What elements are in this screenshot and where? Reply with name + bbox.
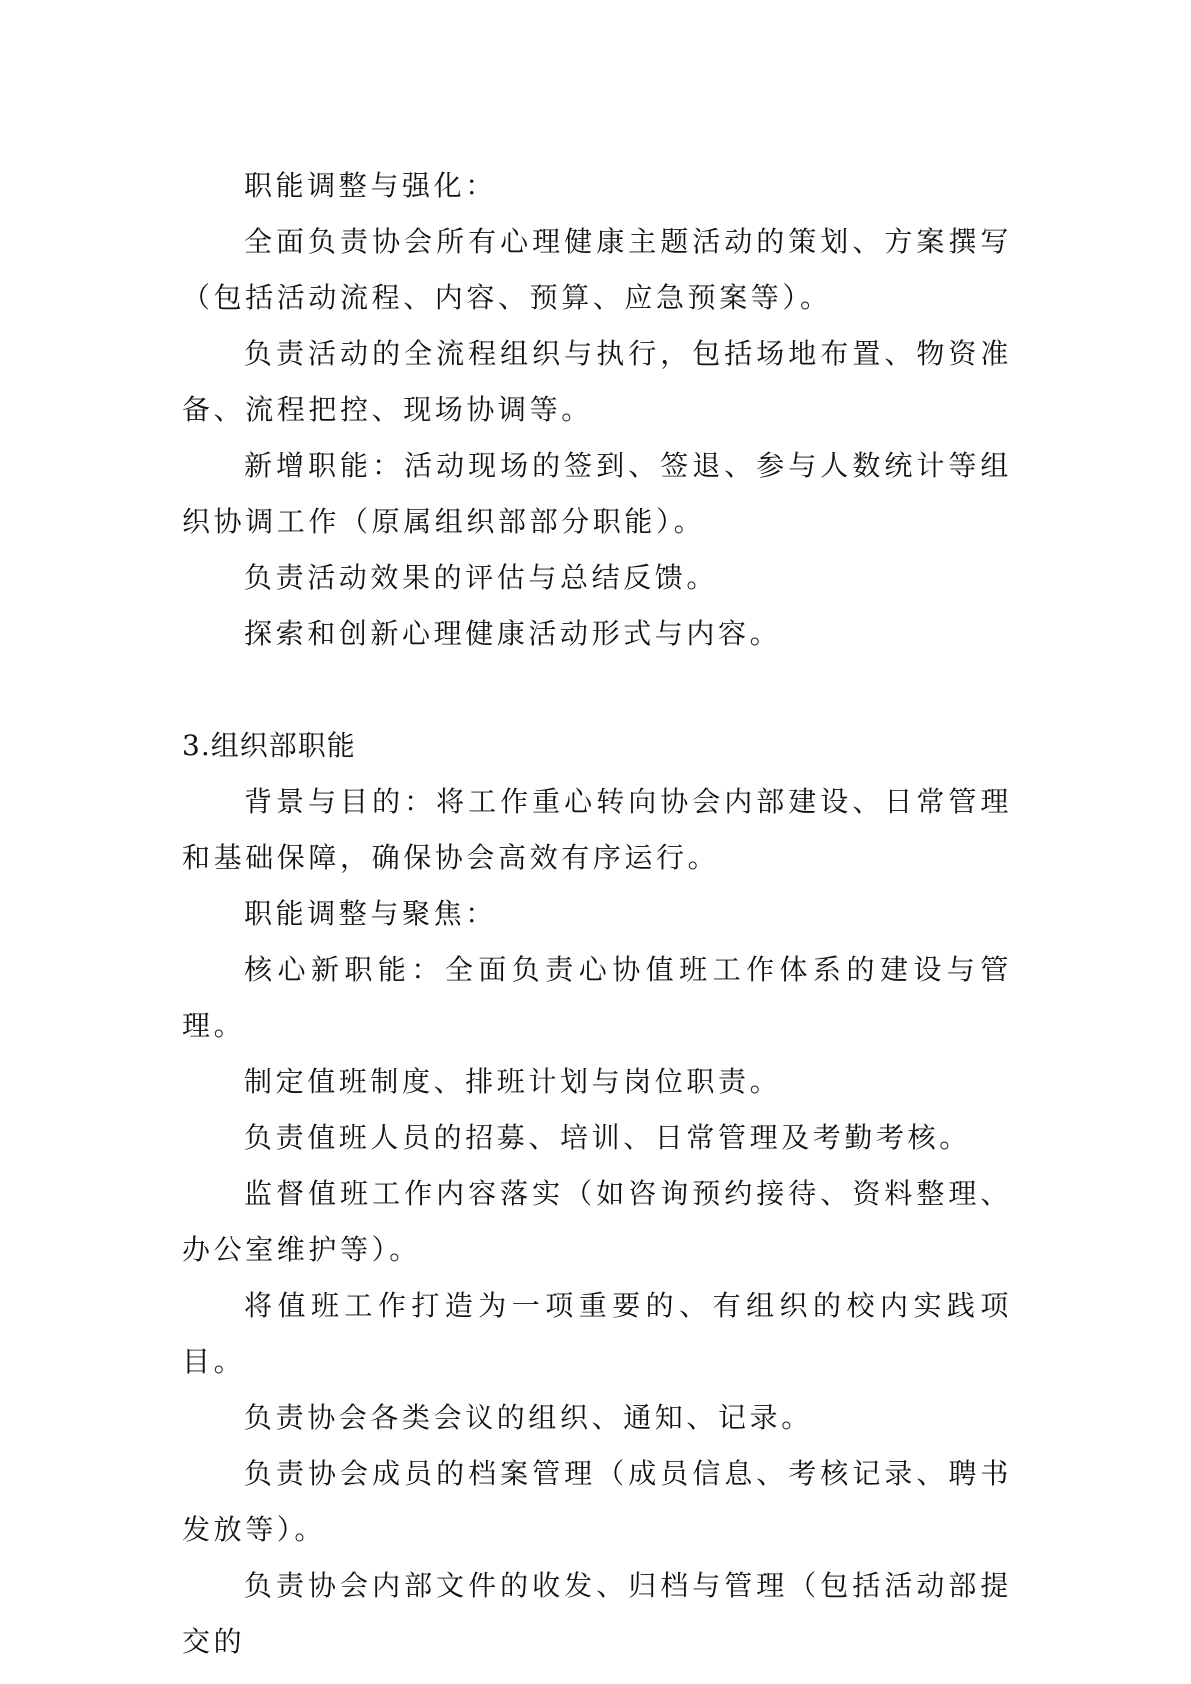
paragraph-innovation: 探索和创新心理健康活动形式与内容。: [244, 617, 782, 650]
paragraph-core-function: 核心新职能：全面负责心协值班工作体系的建设与管理。: [182, 953, 1012, 1042]
paragraph-supervision: 监督值班工作内容落实（如咨询预约接待、资料整理、办公室维护等）。: [182, 1177, 1012, 1266]
paragraph-practice-project: 将值班工作打造为一项重要的、有组织的校内实践项目。: [182, 1289, 1012, 1378]
paragraph-execution: 负责活动的全流程组织与执行，包括场地布置、物资准备、流程把控、现场协调等。: [182, 337, 1012, 426]
paragraph-duty-staff: 负责值班人员的招募、培训、日常管理及考勤考核。: [244, 1121, 971, 1154]
paragraph-new-function: 新增职能：活动现场的签到、签退、参与人数统计等组织协调工作（原属组织部部分职能）。: [182, 449, 1012, 538]
paragraph-evaluation: 负责活动效果的评估与总结反馈。: [244, 561, 719, 594]
paragraph-background: 背景与目的：将工作重心转向协会内部建设、日常管理和基础保障，确保协会高效有序运行。: [182, 785, 1012, 874]
paragraph-planning: 全面负责协会所有心理健康主题活动的策划、方案撰写（包括活动流程、内容、预算、应急预案等）。: [182, 225, 1012, 314]
paragraph-meetings: 负责协会各类会议的组织、通知、记录。: [244, 1401, 813, 1434]
paragraph-focus: 职能调整与聚焦：: [244, 897, 497, 930]
section-heading: 3.组织部职能: [182, 729, 356, 762]
document-body: [182, 158, 1012, 1670]
paragraph-documents: 负责协会内部文件的收发、归档与管理（包括活动部提交的: [182, 1569, 1012, 1658]
paragraph-archives: 负责协会成员的档案管理（成员信息、考核记录、聘书发放等）。: [182, 1457, 1012, 1546]
paragraph-duty-system: 制定值班制度、排班计划与岗位职责。: [244, 1065, 782, 1098]
paragraph-function-adjustment: 职能调整与强化：: [244, 169, 497, 202]
